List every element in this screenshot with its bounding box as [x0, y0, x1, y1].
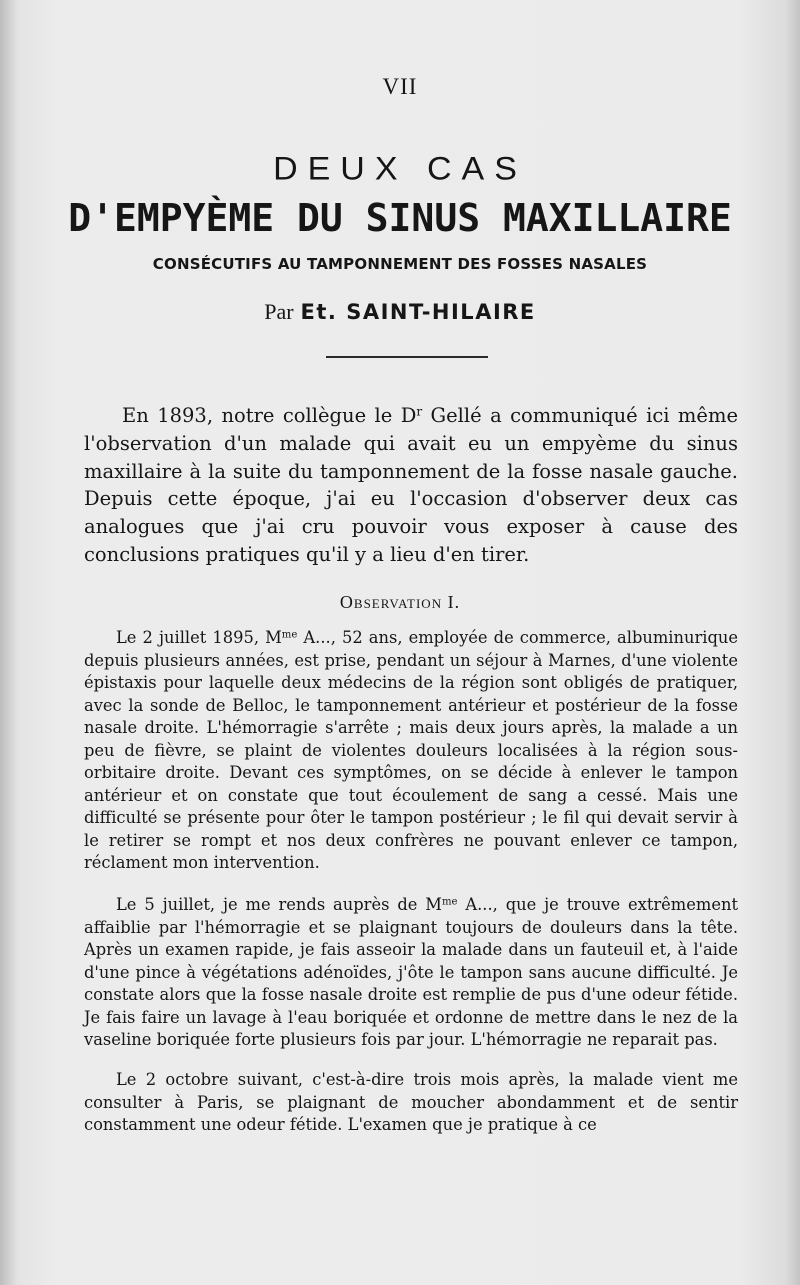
p2-superscript: me [441, 896, 458, 908]
title-line-2: D'EMPYÈME DU SINUS MAXILLAIRE [68, 196, 732, 240]
intro-superscript: r [416, 404, 423, 419]
chapter-number: VII [382, 74, 418, 99]
author-name: Et. SAINT-HILAIRE [300, 300, 536, 324]
intro-paragraph [84, 402, 738, 569]
intro-text-b: Gellé a communiqué ici même l'observation d'un malade qui avait eu un empyème du sinus maxillaire à la suite du tamponnement de la fosse nasale gauche. Depuis cette époque, j'ai eu l'occasion d'observer deux cas analogues que j'ai cru pouvoir vous exposer à cause des conclusions pratiques qu'il y a lieu d'en tirer. [84, 404, 738, 566]
p1-superscript: me [281, 629, 298, 641]
byline [0, 299, 800, 325]
paragraph-3: Le 2 octobre suivant, c'est-à-dire trois mois après, la malade vient me consulter à Paris, se plaignant de moucher abondamment et de sentir constamment une odeur fétide. L'examen que je pratique à ce [84, 1070, 738, 1134]
p2-text-b: A..., que je trouve extrêmement affaiblie par l'hémorragie et se plaignant toujours de douleurs dans la tête. Après un examen rapide, je fais asseoir la malade dans un fauteuil et, à l'aide d'une pince à végétations adénoïdes, j'ôte le tampon sans aucune difficulté. Je constate alors que la fosse nasale droite est remplie de pus d'une odeur fétide. Je fais faire un lavage à l'eau boriquée et ordonne de mettre dans le nez de la vaseline boriquée forte plusieurs fois par jour. L'hémorragie ne reparait pas. [84, 895, 738, 1049]
byline-prefix: Par [264, 299, 294, 324]
p1-text-a: Le 2 juillet 1895, M [116, 628, 282, 647]
title-divider [326, 356, 488, 358]
observation-heading: Observation I. [339, 592, 461, 612]
intro-text-a: En 1893, notre collègue le D [122, 404, 417, 427]
paragraph-1 [84, 627, 738, 875]
paragraph-2 [84, 894, 738, 1052]
p1-text-b: A..., 52 ans, employée de commerce, albuminurique depuis plusieurs années, est prise, pendant un séjour à Marnes, d'une violente épistaxis pour laquelle deux médecins de la région sont obligés de pratiquer, avec la sonde de Belloc, le tamponnement antérieur et postérieur de la fosse nasale droite. L'hémorragie s'arrête ; mais deux jours après, la malade a un peu de fièvre, se plaint de violentes douleurs localisées à la région sous-orbitaire droite. Devant ces symptômes, on se décide à enlever le tampon antérieur et on constate que tout écoulement de sang a cessé. Mais une difficulté se présente pour ôter le tampon postérieur ; le fil qui devait servir à le retirer se rompt et nos deux confrères ne pouvant enlever ce tampon, réclament mon intervention. [84, 628, 738, 872]
p2-text-a: Le 5 juillet, je me rends auprès de M [116, 895, 442, 914]
subtitle: CONSÉCUTIFS AU TAMPONNEMENT DES FOSSES NASALES [152, 255, 648, 273]
title-line-1: DEUX CAS [273, 150, 527, 188]
